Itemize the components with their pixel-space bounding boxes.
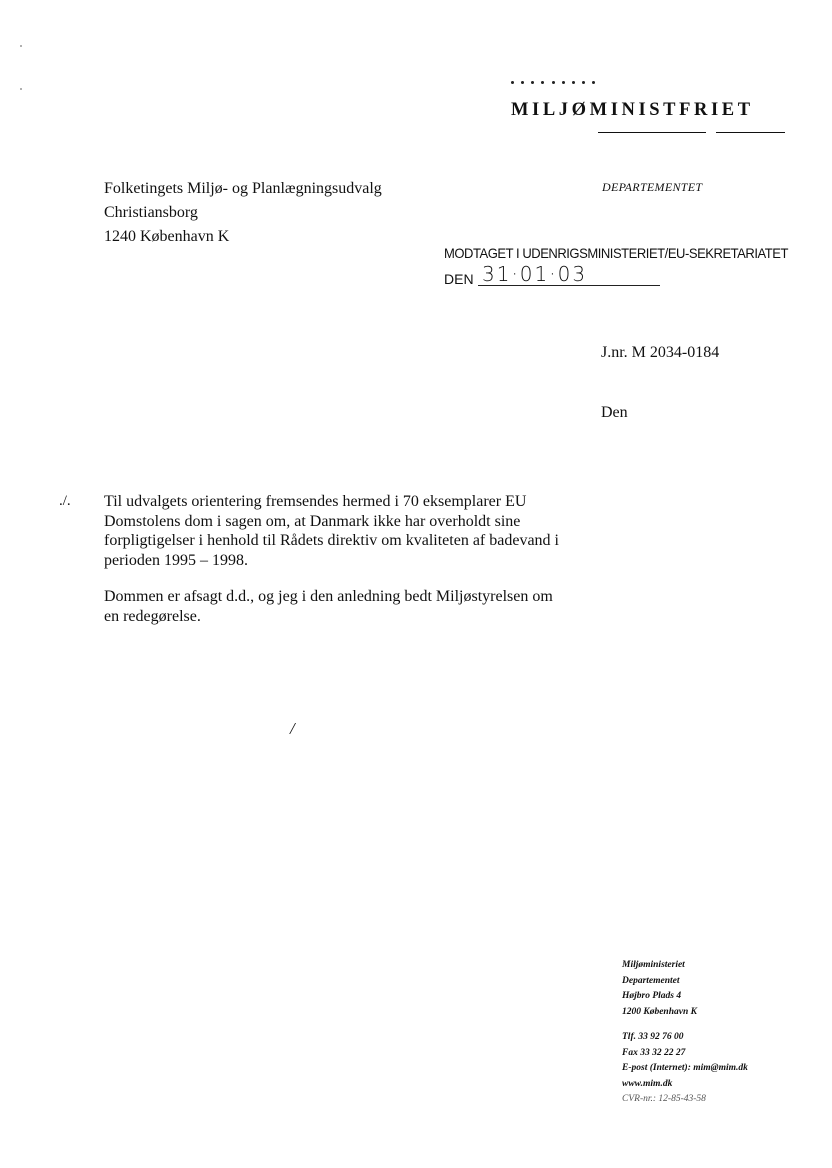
footer-phone: Tlf. 33 92 76 00 [622, 1032, 684, 1042]
footer-street: Højbro Plads 4 [622, 991, 682, 1001]
recipient-address [104, 177, 382, 249]
recipient-line-committee: Folketingets Miljø- og Planlægningsudvalg [104, 180, 382, 197]
received-stamp-date: 31·01·03 [478, 262, 660, 286]
body-paragraph-1: Til udvalgets orientering fremsendes hermed i 70 eksemplarer EU Domstolens dom i sagen om, at Danmark ikke har overholdt sine forpligtigelser i henhold til Rådets direktiv om kvaliteten af badevand i perioden 1995 – 1998. [104, 493, 559, 569]
received-stamp-title: MODTAGET I UDENRIGSMINISTERIET/EU-SEKRETARIATET [444, 245, 788, 261]
recipient-line-building: Christiansborg [104, 204, 198, 221]
journal-number: J.nr. M 2034-0184 [601, 344, 720, 361]
footer-cvr: CVR-nr.: 12-85-43-58 [622, 1094, 706, 1104]
scan-speck [20, 45, 22, 47]
department-label: DEPARTEMENTET [602, 180, 703, 194]
ministry-name: MILJØMINISTFRIET [511, 100, 754, 120]
date-label: Den [601, 404, 628, 421]
enclosure-mark: ./. [59, 493, 71, 509]
body-paragraph-2: Dommen er afsagt d.d., og jeg i den anledning bedt Miljøstyrelsen om en redegørelse. [104, 588, 553, 625]
received-stamp-den-label: DEN [444, 271, 474, 287]
signature-mark: / [290, 719, 295, 738]
footer-web: www.mim.dk [622, 1078, 673, 1089]
footer-fax: Fax 33 32 22 27 [622, 1047, 686, 1058]
letterhead-rule-left [598, 132, 706, 133]
letterhead-dots [511, 81, 595, 84]
recipient-line-city: 1240 København K [104, 228, 230, 245]
scan-speck [20, 88, 22, 90]
footer-city: 1200 København K [622, 1006, 697, 1017]
footer-contact-block [622, 958, 748, 1108]
letterhead-rule-right [716, 132, 785, 133]
footer-department: Departementet [622, 975, 680, 986]
footer-org: Miljøministeriet [622, 960, 685, 970]
footer-email: E-post (Internet): mim@mim.dk [622, 1063, 748, 1073]
